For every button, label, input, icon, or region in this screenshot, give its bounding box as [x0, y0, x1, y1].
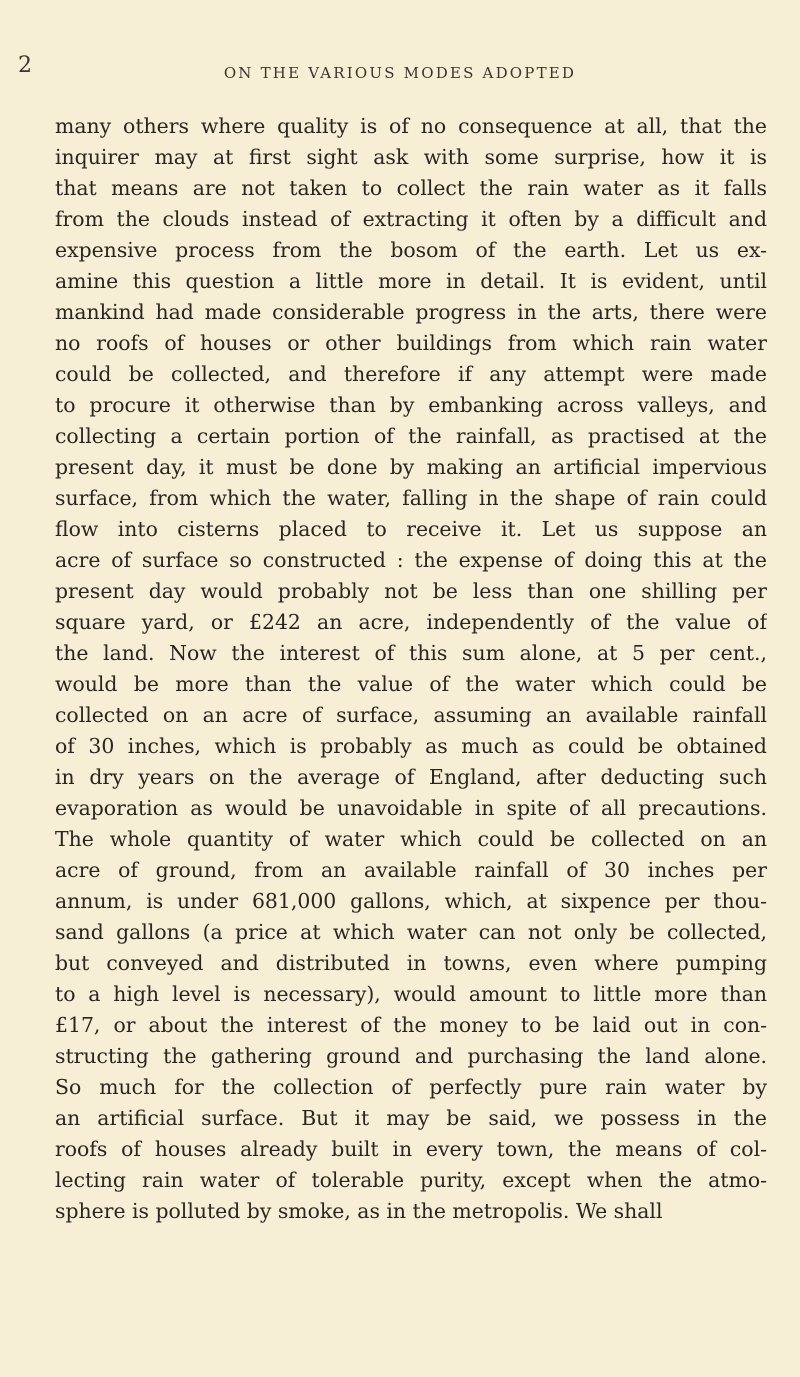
text-line: acre of ground, from an available rainfall of 30 inches per	[55, 858, 767, 882]
text-line: expensive process from the bosom of the earth. Let us ex-	[55, 238, 767, 262]
text-line: £17, or about the interest of the money to be laid out in con-	[55, 1013, 767, 1037]
body-text	[55, 111, 767, 1227]
text-line: sphere is polluted by smoke, as in the metropolis. We shall	[55, 1199, 663, 1223]
text-line: that means are not taken to collect the rain water as it falls	[55, 176, 767, 200]
text-line: collecting a certain portion of the rainfall, as practised at the	[55, 424, 767, 448]
text-line: So much for the collection of perfectly pure rain water by	[55, 1075, 767, 1099]
text-line: mankind had made considerable progress in the arts, there were	[55, 300, 767, 324]
text-line: could be collected, and therefore if any attempt were made	[55, 362, 767, 386]
text-line: square yard, or £242 an acre, independently of the value of	[55, 610, 767, 634]
text-line: an artificial surface. But it may be said, we possess in the	[55, 1106, 767, 1130]
text-line: to a high level is necessary), would amount to little more than	[55, 982, 767, 1006]
text-line: in dry years on the average of England, after deducting such	[55, 765, 767, 789]
text-line: to procure it otherwise than by embanking across valleys, and	[55, 393, 767, 417]
text-line: structing the gathering ground and purchasing the land alone.	[55, 1044, 767, 1068]
text-line: collected on an acre of surface, assuming an available rainfall	[55, 703, 767, 727]
text-line: of 30 inches, which is probably as much as could be obtained	[55, 734, 767, 758]
text-line: present day would probably not be less than one shilling per	[55, 579, 767, 603]
text-line: lecting rain water of tolerable purity, except when the atmo-	[55, 1168, 767, 1192]
text-line: inquirer may at first sight ask with some surprise, how it is	[55, 145, 767, 169]
text-line: annum, is under 681,000 gallons, which, at sixpence per thou-	[55, 889, 767, 913]
text-line: from the clouds instead of extracting it often by a difficult and	[55, 207, 767, 231]
page-number: 2	[18, 53, 32, 78]
text-line: flow into cisterns placed to receive it. Let us suppose an	[55, 517, 767, 541]
text-line: would be more than the value of the water which could be	[55, 672, 767, 696]
text-line: surface, from which the water, falling in the shape of rain could	[55, 486, 767, 510]
text-line: The whole quantity of water which could be collected on an	[55, 827, 767, 851]
text-line: the land. Now the interest of this sum alone, at 5 per cent.,	[55, 641, 767, 665]
text-line: many others where quality is of no consequence at all, that the	[55, 114, 767, 138]
text-line: evaporation as would be unavoidable in spite of all precautions.	[55, 796, 767, 820]
text-line: but conveyed and distributed in towns, even where pumping	[55, 951, 767, 975]
text-line: sand gallons (a price at which water can not only be collected,	[55, 920, 767, 944]
text-line: roofs of houses already built in every town, the means of col-	[55, 1137, 767, 1161]
text-line: present day, it must be done by making an artificial impervious	[55, 455, 767, 479]
text-line: acre of surface so constructed : the expense of doing this at the	[55, 548, 767, 572]
running-head: ON THE VARIOUS MODES ADOPTED	[223, 64, 577, 82]
text-line: amine this question a little more in detail. It is evident, until	[55, 269, 767, 293]
text-line: no roofs of houses or other buildings from which rain water	[55, 331, 767, 355]
